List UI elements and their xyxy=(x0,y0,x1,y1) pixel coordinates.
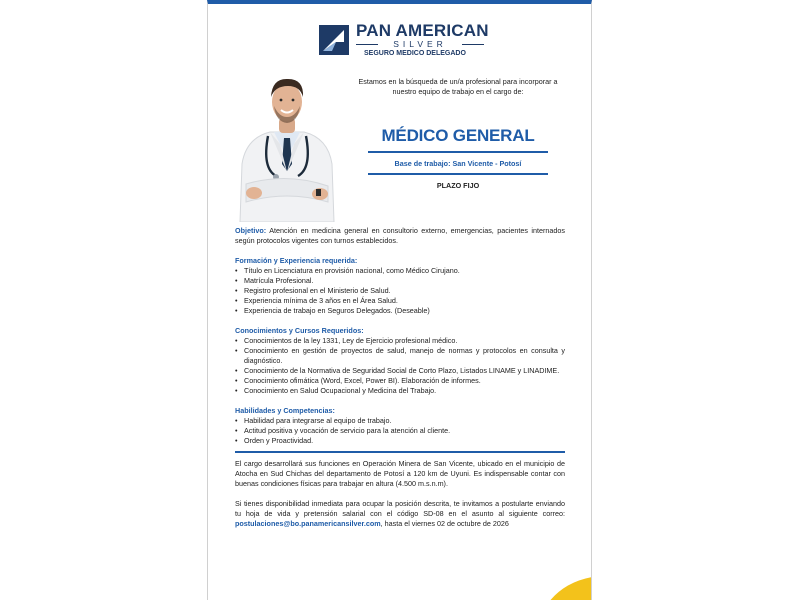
title-rule-top xyxy=(368,151,548,153)
list-item: • Título en Licenciatura en provisión nacional, como Médico Cirujano. xyxy=(235,266,565,276)
application-deadline: , hasta el viernes 02 de octubre de 2026 xyxy=(380,518,509,528)
list-item: • Conocimiento en gestión de proyectos de salud, manejo de normas y protocolos en consulta y diagnóstico. xyxy=(235,346,565,366)
corner-decoration xyxy=(540,576,592,600)
job-contract-term: PLAZO FIJO xyxy=(436,181,480,190)
list-item: • Matrícula Profesional. xyxy=(235,276,565,286)
logo-tagline: SEGURO MEDICO DELEGADO xyxy=(364,50,466,57)
section-title-knowledge: Conocimientos y Cursos Requeridos: xyxy=(235,326,364,335)
list-item: • Conocimiento ofimática (Word, Excel, Power BI). Elaboración de informes. xyxy=(235,376,565,386)
application-text: Si tienes disponibilidad inmediata para ocupar la posición descrita, te invitamos a postularte enviando tu hoja de vida y pretensión salarial con el código SD-08 en el asunto al siguiente correo: xyxy=(235,498,565,518)
logo-rule-left xyxy=(356,44,378,45)
logo-rule-right xyxy=(462,44,484,45)
list-item: • Experiencia mínima de 3 años en el Área Salud. xyxy=(235,296,565,306)
logo-sub-wrap xyxy=(356,39,484,49)
objective-text: Atención en medicina general en consultorio externo, emergencias, pacientes internados según protocolos vigentes con turnos establecidos. xyxy=(235,226,565,245)
job-title: MÉDICO GENERAL xyxy=(381,126,535,145)
list-item: • Conocimiento en Salud Ocupacional y Medicina del Trabajo. xyxy=(235,386,565,396)
list-item: • Orden y Proactividad. xyxy=(235,436,565,446)
pan-american-silver-logo-icon xyxy=(316,22,352,58)
list-item: • Experiencia de trabajo en Seguros Delegados. (Deseable) xyxy=(235,306,565,316)
knowledge-list xyxy=(235,336,565,396)
objective-paragraph xyxy=(235,226,565,246)
logo-subtitle: SILVER xyxy=(393,39,447,49)
company-logo xyxy=(316,21,489,62)
list-item: • Actitud positiva y vocación de servicio para la atención al cliente. xyxy=(235,426,565,436)
section-divider xyxy=(235,451,565,453)
education-list xyxy=(235,266,565,316)
list-item: • Conocimientos de la ley 1331, Ley de Ejercicio profesional médico. xyxy=(235,336,565,346)
title-rule-bottom xyxy=(368,173,548,175)
intro-text: Estamos en la búsqueda de un/a profesional para incorporar a nuestro equipo de trabajo en el cargo de: xyxy=(358,77,558,96)
application-email-link[interactable]: postulaciones@bo.panamericansilver.com xyxy=(235,518,381,528)
doctor-photo xyxy=(232,72,342,222)
section-title-skills: Habilidades y Competencias: xyxy=(235,406,335,415)
job-base-location: Base de trabajo: San Vicente - Potosí xyxy=(394,159,522,168)
section-title-education: Formación y Experiencia requerida: xyxy=(235,256,358,265)
job-posting-page xyxy=(207,0,592,600)
list-item: • Conocimiento de la Normativa de Seguridad Social de Corto Plazo, Listados LINAME y LINADIME. xyxy=(235,366,565,376)
location-paragraph: El cargo desarrollará sus funciones en Operación Minera de San Vicente, ubicado en el municipio de Atocha en Sud Chichas del departamento de Potosí a 120 km de Uyuni. Es indispensable contar con buenas condiciones físicas para trabajar en altura (4.500 m.s.n.m). xyxy=(235,458,565,488)
logo-company-name: PAN AMERICAN xyxy=(356,21,489,40)
list-item: • Habilidad para integrarse al equipo de trabajo. xyxy=(235,416,565,426)
objective-label: Objetivo: xyxy=(235,226,267,235)
list-item: • Registro profesional en el Ministerio de Salud. xyxy=(235,286,565,296)
application-paragraph xyxy=(235,499,565,529)
skills-list xyxy=(235,416,565,446)
job-details xyxy=(235,226,565,529)
